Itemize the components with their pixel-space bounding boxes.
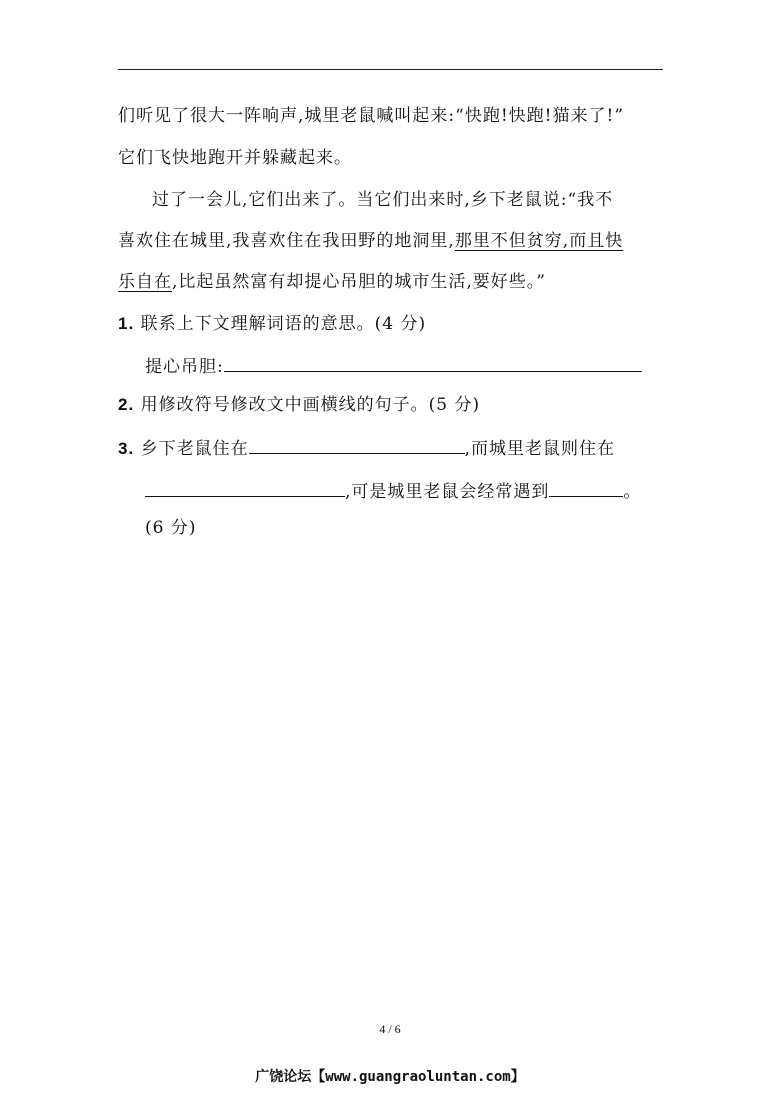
page-number: 4 / 6 <box>379 1022 401 1036</box>
passage-line-4 <box>118 229 623 253</box>
question-3-line-1 <box>118 433 615 461</box>
footer-watermark: 广饶论坛【www.guangraoluntan.com】 <box>255 1069 525 1085</box>
question-3-number: 3. <box>118 439 135 458</box>
question-3-part-3: ,可是城里老鼠会经常遇到 <box>345 482 550 502</box>
passage-line-1: 们听见了很大一阵响声,城里老鼠喊叫起来:“快跑!快跑!猫来了!” <box>118 106 625 126</box>
passage-line-5 <box>118 270 546 294</box>
question-1-text: 联系上下文理解词语的意思。(4 分) <box>140 314 427 334</box>
header-rule <box>118 69 663 70</box>
question-1-sub-label: 提心吊胆: <box>145 357 224 377</box>
question-1-number: 1. <box>118 314 135 333</box>
answer-blank-3c[interactable] <box>549 476 623 497</box>
passage-line-4-text: 喜欢住在城里,我喜欢住在我田野的地洞里, <box>118 231 455 251</box>
question-2 <box>118 393 480 417</box>
question-2-text: 用修改符号修改文中画横线的句子。(5 分) <box>140 395 481 415</box>
answer-blank-3a[interactable] <box>249 433 465 454</box>
question-3-part-2: ,而城里老鼠则住在 <box>464 439 615 459</box>
question-3-score: (6 分) <box>145 518 197 538</box>
question-1 <box>118 312 426 336</box>
answer-blank-3b[interactable] <box>145 476 345 497</box>
question-1-sub <box>145 351 642 379</box>
answer-blank-1[interactable] <box>224 351 642 372</box>
question-3-line-2 <box>145 476 641 504</box>
question-2-number: 2. <box>118 395 135 414</box>
passage-line-2: 它们飞快地跑开并躲藏起来。 <box>118 148 352 168</box>
question-3-part-4: 。 <box>623 482 642 502</box>
question-3-part-1: 乡下老鼠住在 <box>140 439 249 459</box>
passage-line-5-text: ,比起虽然富有却提心吊胆的城市生活,要好些。” <box>172 272 546 292</box>
underlined-sentence-part-1: 那里不但贫穷,而且快 <box>454 231 624 251</box>
underlined-sentence-part-2: 乐自在 <box>118 272 172 292</box>
passage-line-3: 过了一会儿,它们出来了。当它们出来时,乡下老鼠说:“我不 <box>152 190 614 210</box>
